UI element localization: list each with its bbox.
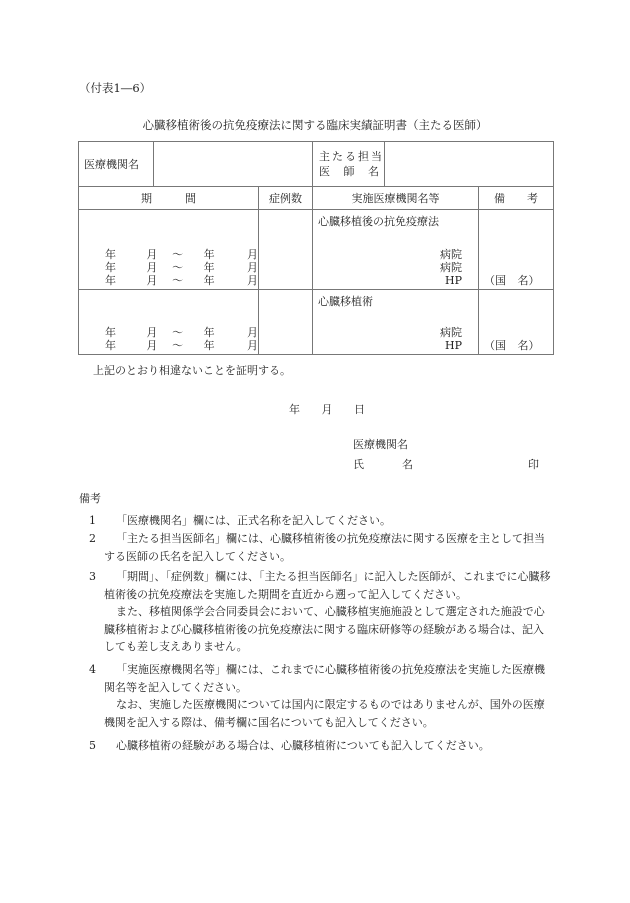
month-from: 月 — [146, 261, 158, 274]
remarks-header: 備 考 — [479, 187, 554, 210]
note-extra-text: なお、実施した医療機関については国内に限定するものではありませんが、国外の医療機関を記入する際は、備考欄に国名についても記入してください。 — [104, 698, 545, 729]
month-to: 月 — [247, 326, 259, 339]
signature-name-label — [353, 459, 413, 470]
section-row-transplant — [79, 290, 554, 355]
seal-mark: 印 — [528, 458, 539, 471]
year-from: 年 — [105, 274, 116, 287]
facility-suffix: 病院 — [440, 248, 462, 261]
note-item — [79, 737, 551, 755]
period-line — [79, 326, 258, 339]
institution-row — [79, 142, 554, 187]
period-line — [79, 248, 258, 261]
year-to: 年 — [203, 339, 215, 352]
month-to: 月 — [247, 339, 259, 352]
year-to: 年 — [203, 274, 215, 287]
facility-cell[interactable] — [313, 210, 479, 290]
institution-field[interactable] — [154, 142, 313, 187]
year-to: 年 — [203, 326, 215, 339]
doctor-name-field[interactable] — [385, 142, 554, 187]
remarks-cell[interactable] — [479, 210, 554, 290]
month-from: 月 — [146, 326, 158, 339]
facility-section-title: 心臓移植後の抗免疫療法 — [318, 215, 439, 228]
tilde: 〜 — [172, 274, 184, 287]
note-text: 「主たる担当医師名」欄には、心臓移植術後の抗免疫療法に関する医療を主として担当する医師の氏名を記入してください。 — [104, 532, 545, 563]
note-extra-text: また、移植関係学会合同委員会において、心臓移植実施施設として選定された施設で心臓移植術および心臓移植術後の抗免疫療法に関する臨床研修等の経験がある場合は、記入しても差し支えありません。 — [104, 605, 545, 653]
note-item — [79, 661, 551, 731]
period-line — [79, 339, 258, 352]
month-to: 月 — [247, 274, 259, 287]
country-note: （国 名） — [484, 339, 540, 352]
note-text: 心臓移植術の経験がある場合は、心臓移植術についても記入してください。 — [116, 739, 490, 752]
header-row — [79, 187, 554, 210]
month-from: 月 — [146, 274, 158, 287]
note-text: 「実施医療機関名等」欄には、これまでに心臓移植術後の抗免疫療法を実施した医療機関名等を記入してください。 — [104, 663, 545, 694]
note-number: 3 — [89, 570, 96, 583]
month-to: 月 — [247, 248, 259, 261]
certificate-table — [78, 141, 554, 355]
notes-heading: 備考 — [79, 492, 101, 505]
year-from: 年 — [105, 261, 116, 274]
note-text: 「医療機関名」欄には、正式名称を記入してください。 — [116, 514, 391, 527]
document-title: 心臓移植術後の抗免疫療法に関する臨床実績証明書（主たる医師） — [142, 118, 488, 132]
name-label-part1: 氏 — [353, 458, 364, 471]
note-item — [79, 512, 551, 530]
tilde: 〜 — [172, 261, 184, 274]
year-to: 年 — [203, 248, 215, 261]
tilde: 〜 — [172, 339, 184, 352]
tilde: 〜 — [172, 248, 184, 261]
period-line — [79, 261, 258, 274]
year-from: 年 — [105, 326, 116, 339]
facility-suffix: 病院 — [440, 326, 462, 339]
month-from: 月 — [146, 248, 158, 261]
period-cell[interactable] — [79, 290, 259, 355]
remarks-cell[interactable] — [479, 290, 554, 355]
doctor-label — [313, 142, 385, 187]
period-line — [79, 274, 258, 287]
facility-cell[interactable] — [313, 290, 479, 355]
doctor-label-line2: 医 師 名 — [319, 165, 381, 178]
section-row-immunotherapy — [79, 210, 554, 290]
note-number: 4 — [89, 663, 96, 676]
note-number: 1 — [89, 514, 96, 527]
month-to: 月 — [247, 261, 259, 274]
period-header: 期 間 — [79, 187, 259, 210]
tilde: 〜 — [172, 326, 184, 339]
note-number: 2 — [89, 532, 96, 545]
certification-statement: 上記のとおり相違ないことを証明する。 — [93, 364, 291, 377]
note-item — [79, 530, 551, 565]
year-to: 年 — [203, 261, 215, 274]
facility-suffix: HP — [445, 339, 462, 352]
signature-institution-label: 医療機関名 — [353, 438, 408, 451]
country-note: （国 名） — [484, 274, 540, 287]
date-line[interactable]: 年 月 日 — [289, 403, 365, 416]
note-item — [79, 568, 551, 656]
month-from: 月 — [146, 339, 158, 352]
institution-label: 医療機関名 — [79, 142, 154, 187]
doctor-label-line1: 主たる担当 — [319, 150, 384, 163]
note-number: 5 — [89, 739, 96, 752]
year-from: 年 — [105, 339, 116, 352]
year-from: 年 — [105, 248, 116, 261]
facility-suffix: 病院 — [440, 261, 462, 274]
facility-suffix: HP — [445, 274, 462, 287]
cases-field[interactable] — [259, 290, 313, 355]
cases-field[interactable] — [259, 210, 313, 290]
cases-header: 症例数 — [259, 187, 313, 210]
period-cell[interactable] — [79, 210, 259, 290]
form-code: （付表1―6） — [79, 81, 152, 95]
facility-header: 実施医療機関名等 — [313, 187, 479, 210]
facility-section-title: 心臓移植術 — [318, 295, 373, 308]
name-label-part2: 名 — [402, 458, 413, 471]
note-text: 「期間」、「症例数」欄には、「主たる担当医師名」に記入した医師が、これまでに心臓移植術後の抗免疫療法を実施した期間を直近から遡って記入してください。 — [104, 570, 551, 601]
